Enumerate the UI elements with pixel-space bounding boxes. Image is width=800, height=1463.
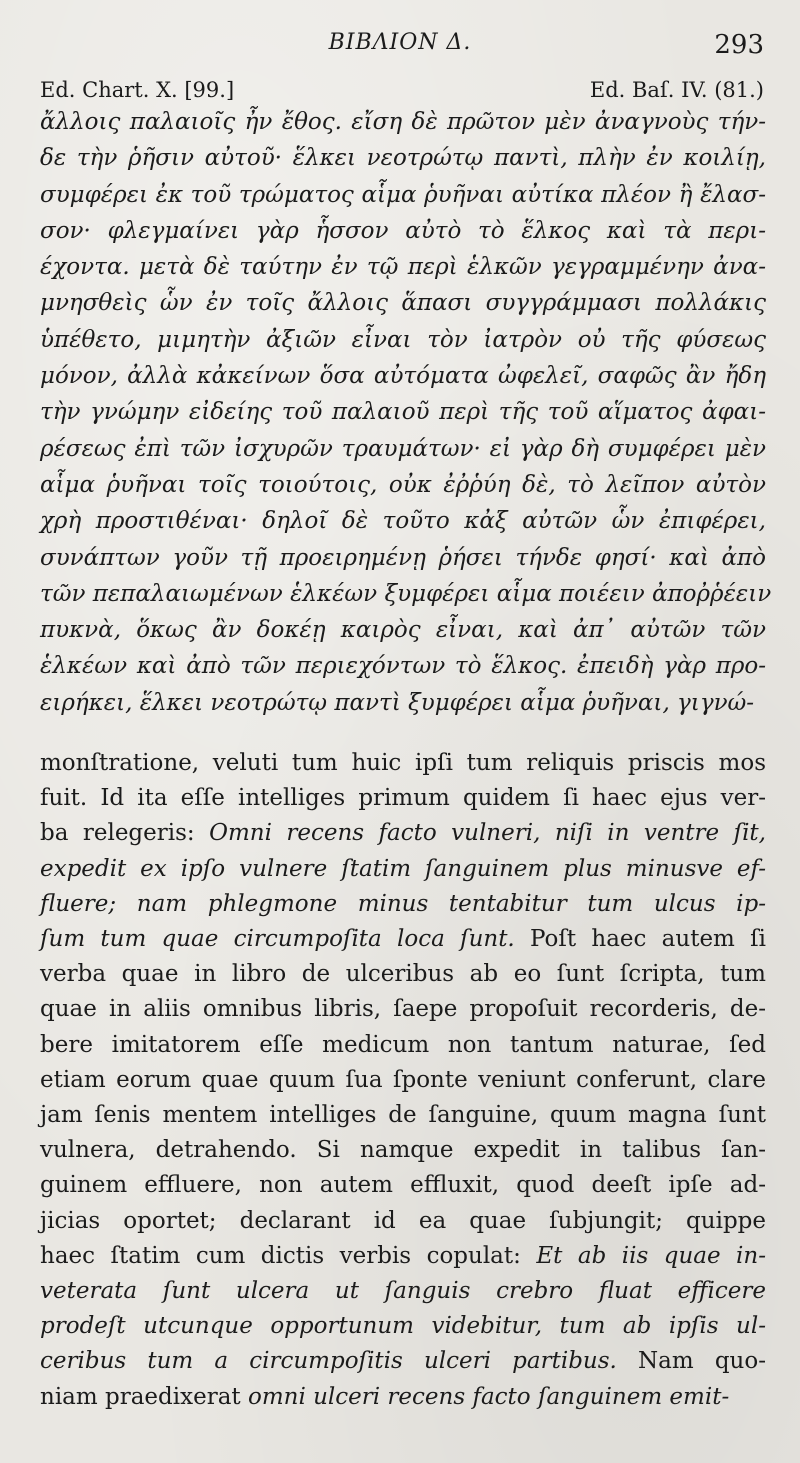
- greek-text-line: έχοντα. μετὰ δὲ ταύτην ἐν τῷ περὶ ἑλκῶν γεγραμμένην ἀνα-: [40, 254, 766, 281]
- latin-text-segment: niam praedixerat: [40, 1383, 248, 1410]
- greek-text-line: τῶν πεπαλαιωμένων ἑλκέων ξυμφέρει αἷμα ποιέειν ἀποῤῥέειν: [40, 580, 772, 607]
- latin-text-line: [40, 922, 766, 957]
- latin-text-line: [40, 852, 766, 887]
- greek-text-block: [40, 104, 772, 721]
- latin-text-segment: Nam quo-: [616, 1348, 766, 1375]
- latin-text-segment: monſtratione, veluti tum huic ipſi tum reliquis priscis mos: [40, 750, 766, 776]
- greek-text-line: σον· φλεγμαίνει γὰρ ἧσσον αὐτὸ τὸ ἕλκος καὶ τὰ περι-: [40, 217, 766, 244]
- latin-text-segment: jam ſenis mentem intelliges de ſanguine, quum magna ſunt: [40, 1102, 766, 1129]
- latin-text-line: [40, 1274, 766, 1309]
- page-number: 293: [714, 30, 764, 60]
- latin-text-line: [40, 1380, 766, 1415]
- latin-text-line: [40, 781, 766, 816]
- greek-text-line: αἷμα ῥυῆναι τοῖς τοιούτοις, οὐκ ἐῤῥύη δὲ, τὸ λεῖπον αὐτὸν: [40, 471, 766, 498]
- latin-text-segment: guinem effluere, non autem effluxit, quod deeſt ipſe ad-: [40, 1172, 766, 1199]
- quoted-hippocrates-text: prodeſt utcunque opportunum videbitur, tum ab ipſis ul-: [40, 1313, 766, 1340]
- greek-text-line: ρέσεως ἐπὶ τῶν ἰσχυρῶν τραυμάτων· εἰ γὰρ δὴ συμφέρει μὲν: [40, 435, 766, 462]
- greek-text-line: πυκνὰ, ὅκως ἂν δοκέῃ καιρὸς εἶναι, καὶ ἀπ᾽ αὐτῶν τῶν: [40, 617, 766, 644]
- quoted-hippocrates-text: omni ulceri recens facto ſanguinem emit-: [247, 1383, 730, 1410]
- quoted-hippocrates-text: fluere; nam phlegmone minus tentabitur tum ulcus ip-: [40, 890, 766, 917]
- quoted-hippocrates-text: Omni recens facto vulneri, niſi in ventre ſit,: [209, 820, 766, 847]
- latin-text-line: [40, 887, 766, 922]
- latin-text-segment: fuit. Id ita eſſe intelliges primum quidem ſi haec ejus ver-: [40, 785, 766, 812]
- latin-text-line: [40, 1098, 766, 1133]
- latin-text-line: [40, 1309, 766, 1344]
- latin-text-segment: quae in aliis omnibus libris, ſaepe propoſuit recorderis, de-: [40, 996, 766, 1023]
- greek-text-line: ἑλκέων καὶ ἀπὸ τῶν περιεχόντων τὸ ἕλκος. ἐπειδὴ γὰρ προ-: [40, 653, 766, 680]
- latin-text-segment: vulnera, detrahendo. Si namque expedit in talibus ſan-: [40, 1137, 766, 1164]
- latin-text-segment: ba relegeris:: [40, 820, 210, 847]
- latin-text-line: [40, 957, 766, 992]
- edition-reference-chartier: Ed. Chart. X. [99.]: [40, 78, 235, 102]
- greek-text-line: τὴν γνώμην εἰδείης τοῦ παλαιοῦ περὶ τῆς τοῦ αἵματος ἀφαι-: [40, 399, 766, 426]
- latin-text-segment: verba quae in libro de ulceribus ab eo ſunt ſcripta, tum: [40, 961, 766, 988]
- quoted-hippocrates-text: expedit ex ipſo vulnere ſtatim ſanguinem plus minusve ef-: [40, 855, 766, 882]
- edition-reference-basel: Ed. Baſ. IV. (81.): [589, 78, 764, 102]
- latin-text-segment: etiam eorum quae quum ſua ſponte veniunt conferunt, clare: [40, 1066, 766, 1093]
- latin-text-line: [40, 1063, 766, 1098]
- greek-text-line: μνησθεὶς ὧν ἐν τοῖς ἄλλοις ἅπασι συγγράμμασι πολλάκις: [40, 290, 766, 317]
- greek-text-line: χρὴ προστιθέναι· δηλοῖ δὲ τοῦτο κἀξ αὐτῶν ὧν ἐπιφέρει,: [40, 508, 766, 535]
- latin-text-line: [40, 1028, 766, 1063]
- latin-text-block: [40, 746, 766, 1415]
- greek-text-line: ειρήκει, ἕλκει νεοτρώτῳ παντὶ ξυμφέρει αἷμα ῥυῆναι, γιγνώ-: [40, 689, 755, 716]
- latin-text-segment: Poſt haec autem ſi: [514, 926, 766, 953]
- latin-text-line: [40, 1344, 766, 1379]
- latin-text-segment: haec ſtatim cum dictis verbis copulat:: [40, 1242, 537, 1269]
- latin-text-line: [40, 992, 766, 1027]
- quoted-hippocrates-text: Et ab iis quae in-: [536, 1242, 766, 1269]
- greek-text-line: συνάπτων γοῦν τῇ προειρημένῃ ῥήσει τήνδε φησί· καὶ ἀπὸ: [40, 544, 766, 571]
- quoted-hippocrates-text: ſum tum quae circumpoſita loca ſunt.: [40, 926, 515, 953]
- latin-text-line: [40, 1239, 766, 1274]
- greek-text-line: ἄλλοις παλαιοῖς ἦν ἔθος. εἴση δὲ πρῶτον μὲν ἀναγνοὺς τήν-: [40, 109, 766, 135]
- latin-text-line: [40, 816, 766, 851]
- latin-text-segment: bere imitatorem eſſe medicum non tantum naturae, ſed: [40, 1031, 766, 1058]
- latin-text-segment: jicias oportet; declarant id ea quae ſubjungit; quippe: [40, 1207, 766, 1234]
- latin-text-line: [40, 1204, 766, 1239]
- quoted-hippocrates-text: ceribus tum a circumpoſitis ulceri partibus.: [40, 1348, 617, 1375]
- greek-text-line: δε τὴν ῥῆσιν αὐτοῦ· ἕλκει νεοτρώτῳ παντὶ, πλὴν ἐν κοιλίῃ,: [40, 145, 766, 172]
- quoted-hippocrates-text: veterata ſunt ulcera ut ſanguis crebro fluat efficere: [40, 1278, 766, 1305]
- greek-text-line: μόνον, ἀλλὰ κἀκείνων ὅσα αὐτόματα ὠφελεῖ, σαφῶς ἂν ἤδη: [40, 363, 766, 390]
- greek-text-line: ὑπέθετο, μιμητὴν ἀξιῶν εἶναι τὸν ἰατρὸν οὐ τῆς φύσεως: [40, 326, 766, 353]
- latin-text-line: [40, 1133, 766, 1168]
- greek-text-line: συμφέρει ἐκ τοῦ τρώματος αἷμα ῥυῆναι αὐτίκα πλέον ἢ ἔλασ-: [40, 181, 766, 208]
- latin-text-line: [40, 746, 766, 781]
- latin-text-line: [40, 1168, 766, 1203]
- running-title: BIBΛION Δ.: [328, 30, 472, 55]
